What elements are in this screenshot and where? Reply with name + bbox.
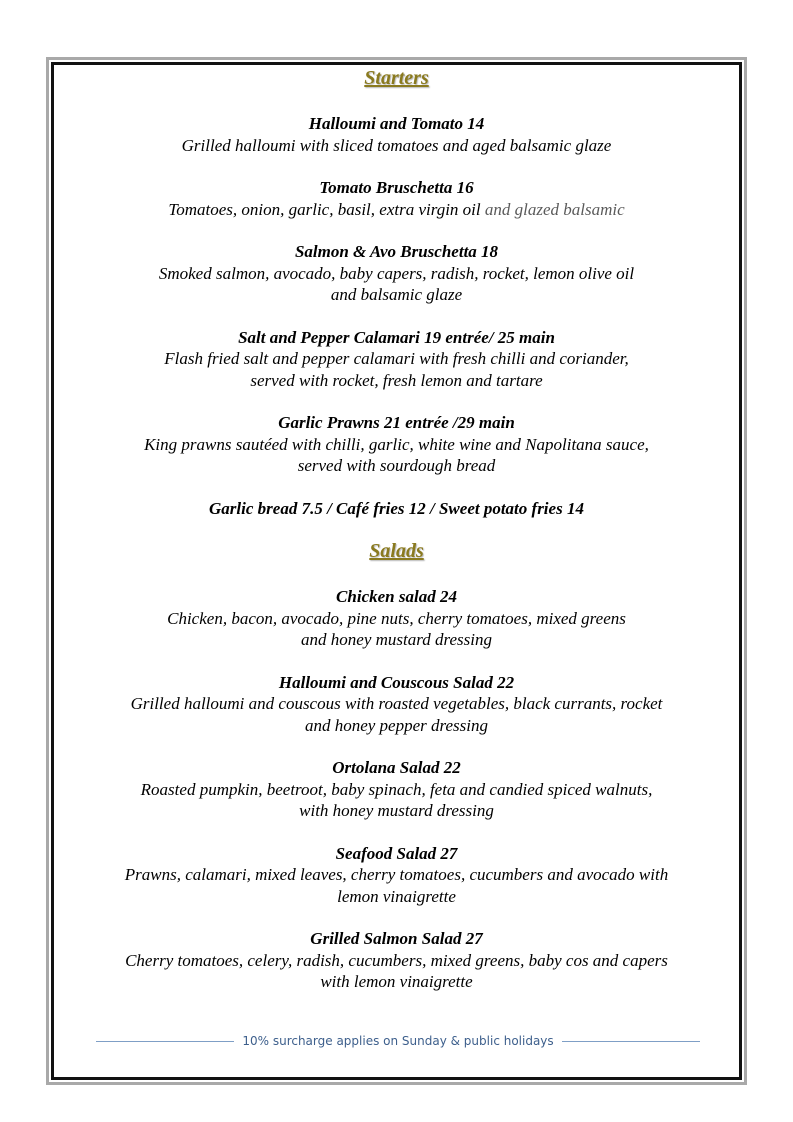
footer-rule-right <box>562 1041 700 1042</box>
menu-item-salmon-avo-bruschetta <box>53 241 740 306</box>
item-description: served with rocket, fresh lemon and tartare <box>250 370 543 390</box>
item-description: lemon vinaigrette <box>337 886 456 906</box>
item-description-grey: and glazed balsamic <box>484 199 625 219</box>
menu-content <box>53 66 740 993</box>
item-description: Smoked salmon, avocado, baby capers, radish, rocket, lemon olive oil <box>158 263 635 283</box>
item-name: Tomato Bruschetta 16 <box>319 178 474 197</box>
menu-item-garlic-prawns <box>53 412 740 477</box>
menu-item-chicken-salad <box>53 586 740 651</box>
menu-item-halloumi-couscous-salad <box>53 672 740 737</box>
item-name: Halloumi and Tomato 14 <box>308 114 485 133</box>
item-description: Roasted pumpkin, beetroot, baby spinach, feta and candied spiced walnuts, <box>140 779 653 799</box>
item-description: with honey mustard dressing <box>299 801 494 820</box>
item-description: Flash fried salt and pepper calamari with fresh chilli and coriander, <box>164 349 629 368</box>
item-name: Seafood Salad 27 <box>335 843 458 863</box>
item-description: Grilled halloumi with sliced tomatoes and aged balsamic glaze <box>181 135 612 155</box>
footer <box>96 1031 700 1051</box>
item-description: Chicken, bacon, avocado, pine nuts, cherry tomatoes, mixed greens <box>167 608 626 628</box>
item-name: Salt and Pepper Calamari 19 entrée/ 25 main <box>238 327 555 347</box>
item-description <box>53 199 740 221</box>
footer-rule-left <box>96 1041 234 1042</box>
menu-item-grilled-salmon-salad <box>53 928 740 993</box>
surcharge-note: 10% surcharge applies on Sunday & public holidays <box>242 1034 554 1048</box>
menu-item-halloumi-tomato <box>53 113 740 156</box>
menu-item-seafood-salad <box>53 843 740 908</box>
item-description: Grilled halloumi and couscous with roasted vegetables, black currants, rocket <box>130 694 663 713</box>
item-description: Cherry tomatoes, celery, radish, cucumbers, mixed greens, baby cos and capers <box>125 950 668 970</box>
item-name: Garlic Prawns 21 entrée /29 main <box>278 413 515 432</box>
item-name: Halloumi and Couscous Salad 22 <box>278 672 515 692</box>
item-description-main: Tomatoes, onion, garlic, basil, extra virgin oil <box>168 199 485 219</box>
item-description: King prawns sautéed with chilli, garlic, white wine and Napolitana sauce, <box>144 434 649 454</box>
item-name: Grilled Salmon Salad 27 <box>310 929 483 948</box>
item-name: Chicken salad 24 <box>336 587 457 606</box>
sides-line: Garlic bread 7.5 / Café fries 12 / Sweet potato fries 14 <box>209 498 584 518</box>
item-description: with lemon vinaigrette <box>320 972 473 991</box>
menu-item-calamari <box>53 327 740 392</box>
item-description: and balsamic glaze <box>330 285 463 304</box>
item-description: and honey mustard dressing <box>301 630 492 649</box>
item-name: Salmon & Avo Bruschetta 18 <box>294 242 499 261</box>
item-description: served with sourdough bread <box>297 456 496 475</box>
menu-sides <box>53 498 740 520</box>
item-description: and honey pepper dressing <box>304 715 489 735</box>
menu-item-ortolana-salad <box>53 757 740 822</box>
item-description: Prawns, calamari, mixed leaves, cherry tomatoes, cucumbers and avocado with <box>124 865 669 884</box>
menu-item-tomato-bruschetta <box>53 177 740 220</box>
salads-title: Salads <box>369 540 424 562</box>
starters-title: Starters <box>364 67 429 89</box>
item-name: Ortolana Salad 22 <box>332 758 461 777</box>
